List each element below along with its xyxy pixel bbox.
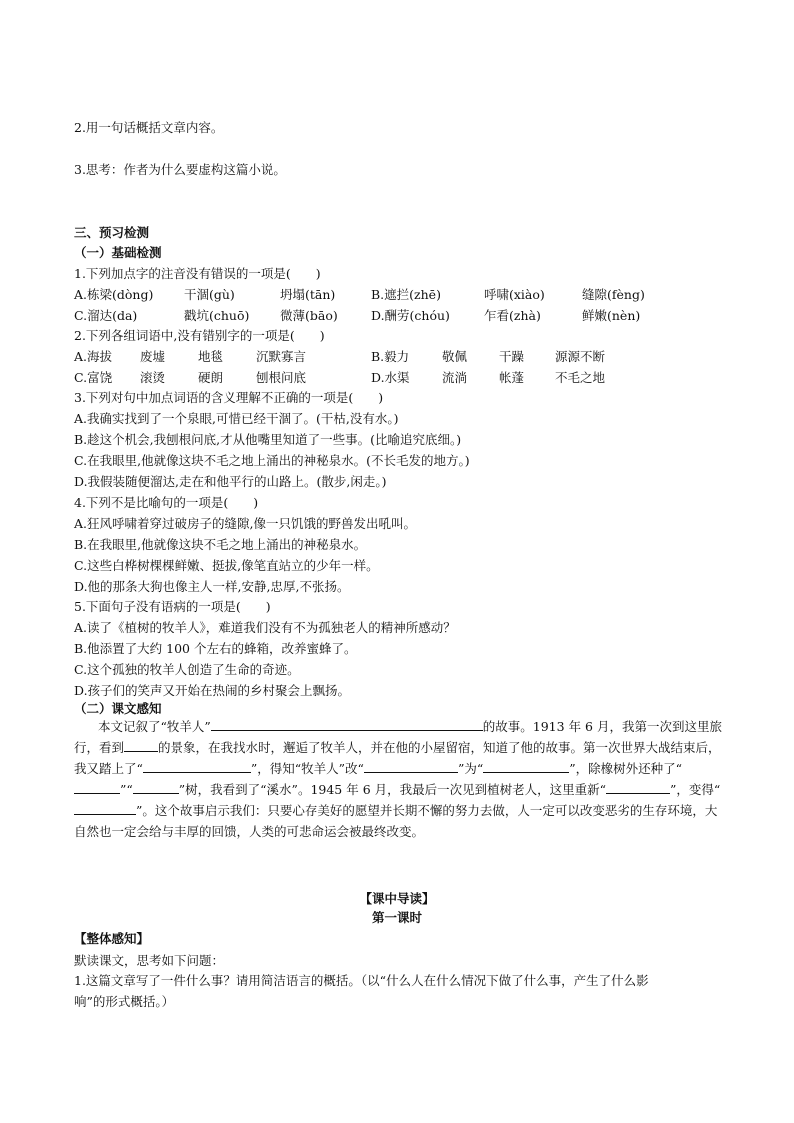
option: B.毅力 <box>371 349 410 364</box>
passage-text: 的故事。1913 年 6 月，我第一次到这里旅行，看到 <box>74 719 722 755</box>
option: 帐蓬 <box>499 370 525 385</box>
q3-option-b: B.趁这个机会,我刨根问底,才从他嘴里知道了一些事。(比喻追究底细。) <box>74 432 462 447</box>
option: 废墟 <box>140 349 166 364</box>
option: 乍看(zhà) <box>484 308 541 323</box>
option: 沉默寡言 <box>256 349 307 364</box>
passage-text: ”为“ <box>457 761 484 776</box>
part-title-text-perception: （二）课文感知 <box>74 701 162 716</box>
passage-text: ”，得知“牧羊人”改“ <box>250 761 364 776</box>
guide-title: 【课中导读】 <box>359 891 435 906</box>
q5-option-b: B.他添置了大约 100 个左右的蜂箱，改养蜜蜂了。 <box>74 641 357 656</box>
blank-9[interactable] <box>74 802 136 815</box>
passage-text: ”“ <box>120 782 133 797</box>
passage-text: ”树，我看到了“溪水”。1945 年 6 月，我最后一次见到植树老人，这里重新“ <box>178 782 607 797</box>
option: 地毯 <box>198 349 224 364</box>
q3-stem: 3.下列对句中加点词语的含义理解不正确的一项是( ) <box>74 390 384 405</box>
option: C.富饶 <box>74 370 113 385</box>
option: C.溜达(da) <box>74 308 138 323</box>
blank-6[interactable] <box>74 781 120 794</box>
option: 流淌 <box>442 370 468 385</box>
q5-option-d: D.孩子们的笑声又开始在热闹的乡村聚会上飘扬。 <box>74 683 351 698</box>
option: 干涸(gù) <box>184 287 235 302</box>
instruction-text: 默读课文，思考如下问题： <box>74 953 225 968</box>
q1-stem: 1.下列加点字的注音没有错误的一项是( ) <box>74 266 321 281</box>
q3-option-a: A.我确实找到了一个泉眼,可惜已经干涸了。(干枯,没有水。) <box>74 411 399 426</box>
option: D.酬劳(chóu) <box>371 308 450 323</box>
question-3-think: 3.思考：作者为什么要虚构这篇小说。 <box>74 162 286 177</box>
blank-8[interactable] <box>606 781 670 794</box>
passage-fill-in <box>74 716 724 842</box>
blank-2[interactable] <box>124 739 158 752</box>
option: 微薄(bāo) <box>280 308 338 323</box>
q3-option-c: C.在我眼里,他就像这块不毛之地上涌出的神秘泉水。(不长毛发的地方。) <box>74 453 470 468</box>
option: 戳坑(chuō) <box>184 308 250 323</box>
q5-option-c: C.这个孤独的牧羊人创造了生命的奇迹。 <box>74 662 300 677</box>
q4-option-b: B.在我眼里,他就像这块不毛之地上涌出的神秘泉水。 <box>74 537 367 552</box>
q2-stem: 2.下列各组词语中,没有错别字的一项是( ) <box>74 328 325 343</box>
blank-4[interactable] <box>364 760 458 773</box>
blank-3[interactable] <box>143 760 251 773</box>
question-2-summary: 2.用一句话概括文章内容。 <box>74 120 224 135</box>
option: 滚烫 <box>140 370 166 385</box>
blank-1[interactable] <box>211 718 483 731</box>
option: 刨根问底 <box>256 370 307 385</box>
option: 源源不断 <box>555 349 606 364</box>
passage-text: 的景象，在我找水时，邂逅了牧羊人，并在他的小屋留宿，知道了他的故事。第一次世界大战结束后，我又踏上了“ <box>74 740 721 776</box>
passage-text: 本文记叙了“牧羊人” <box>98 719 211 734</box>
part-title-basic-test: （一）基础检测 <box>74 245 162 260</box>
option: 鲜嫩(nèn) <box>582 308 641 323</box>
option: 不毛之地 <box>555 370 606 385</box>
option: 敬佩 <box>442 349 468 364</box>
q4-option-d: D.他的那条大狗也像主人一样,安静,忠厚,不张扬。 <box>74 579 350 594</box>
option: 干躁 <box>499 349 525 364</box>
blank-7[interactable] <box>133 781 179 794</box>
q5-stem: 5.下面句子没有语病的一项是( ) <box>74 599 271 614</box>
guide-q1-line-2: 响”的形式概括。） <box>74 994 175 1009</box>
option: 呼啸(xiào) <box>484 287 545 302</box>
passage-text: ”，变得“ <box>670 782 721 797</box>
option: B.遮拦(zhē) <box>371 287 441 302</box>
q5-option-a: A.读了《植树的牧羊人》，难道我们没有不为孤独老人的精神所感动？ <box>74 620 456 635</box>
overall-perception-title: 【整体感知】 <box>74 931 150 946</box>
option: A.海拔 <box>74 349 113 364</box>
q4-option-a: A.狂风呼啸着穿过破房子的缝隙,像一只饥饿的野兽发出吼叫。 <box>74 516 416 531</box>
option: 硬朗 <box>198 370 224 385</box>
option: 坍塌(tān) <box>280 287 336 302</box>
q4-option-c: C.这些白桦树棵棵鲜嫩、挺拔,像笔直站立的少年一样。 <box>74 558 379 573</box>
section-title-preview-test: 三、预习检测 <box>74 225 150 240</box>
q3-option-d: D.我假装随便溜达,走在和他平行的山路上。(散步,闲走。) <box>74 474 387 489</box>
passage-text: ”。这个故事启示我们：只要心存美好的愿望并长期不懈的努力去做，人一定可以改变恶劣的生存环境，大自然也一定会给与丰厚的回馈，人类的可悲命运会被最终改变。 <box>74 803 718 839</box>
guide-q1-line-1: 1.这篇文章写了一件什么事？请用简洁语言的概括。（以“什么人在什么情况下做了什么事，产生了什么影 <box>74 973 649 988</box>
passage-text: ”，除橡树外还种了“ <box>569 761 683 776</box>
blank-5[interactable] <box>483 760 569 773</box>
option: 缝隙(fèng) <box>582 287 645 302</box>
guide-subtitle: 第一课时 <box>371 910 422 925</box>
option: A.栋梁(dòng) <box>74 287 154 302</box>
q4-stem: 4.下列不是比喻句的一项是( ) <box>74 495 259 510</box>
option: D.水渠 <box>371 370 410 385</box>
